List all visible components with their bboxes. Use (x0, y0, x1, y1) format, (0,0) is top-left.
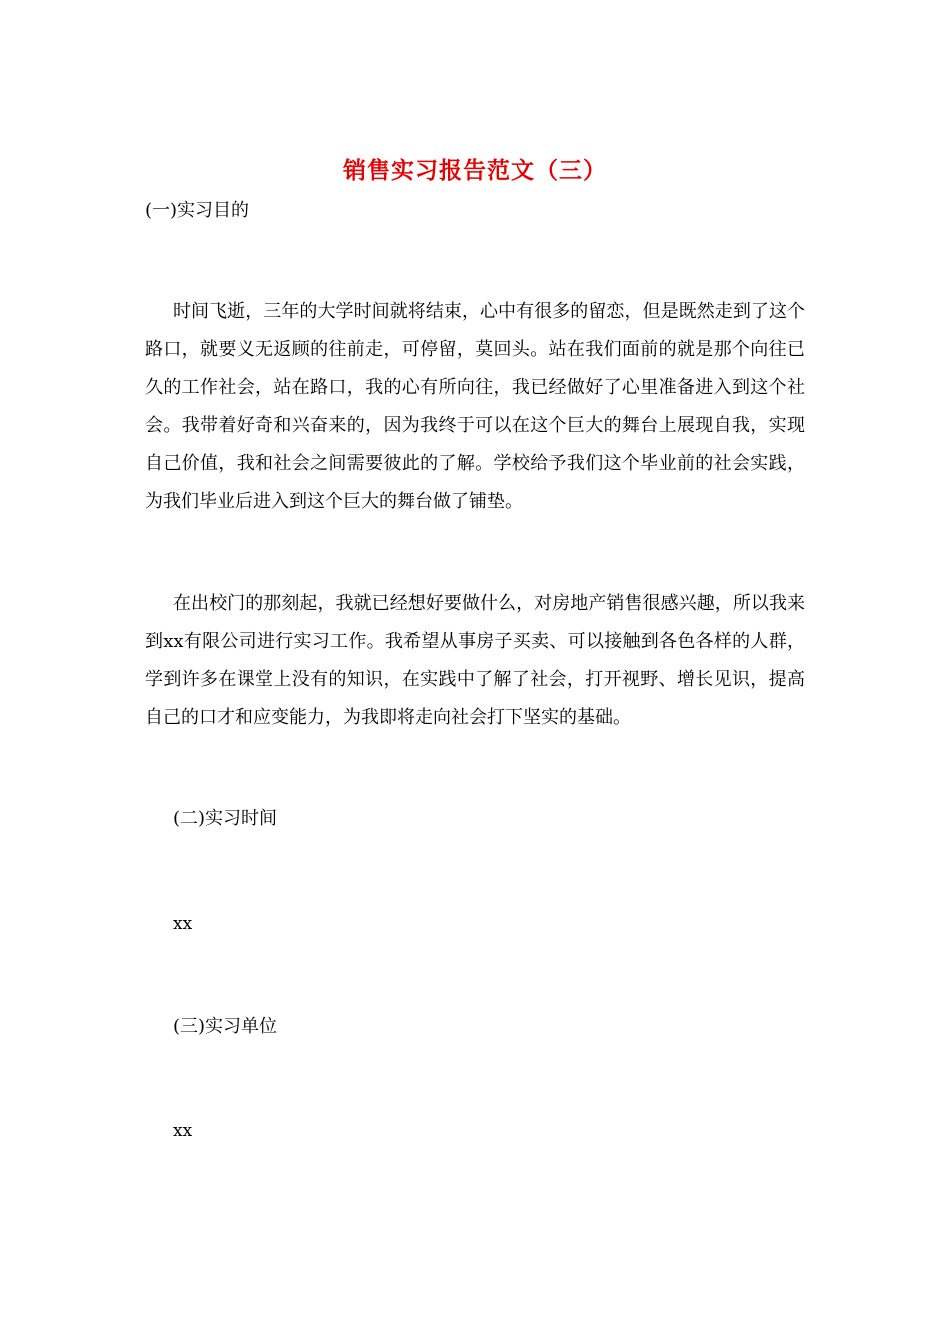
section-heading-purpose: (一)实习目的 (145, 200, 250, 221)
section-heading-time: (二)实习时间 (173, 808, 278, 829)
paragraph-purpose: 时间飞逝，三年的大学时间就将结束，心中有很多的留恋，但是既然走到了这个路口，就要义无返顾的往前走，可停留，莫回头。站在我们面前的就是那个向往已久的工作社会，站在路口，我的心有所向往，我已经做好了心里准备进入到这个社会。我带着好奇和兴奋来的，因为我终于可以在这个巨大的舞台上展现自我，实现自己价值，我和社会之间需要彼此的了解。学校给予我们这个毕业前的社会实践，为我们毕业后进入到这个巨大的舞台做了铺垫。 (145, 301, 805, 512)
document-title: 销售实习报告范文（三） (343, 157, 607, 184)
section-value-time: xx (173, 914, 193, 934)
paragraph-motivation: 在出校门的那刻起，我就已经想好要做什么，对房地产销售很感兴趣，所以我来到xx有限公司进行实习工作。我希望从事房子买卖、可以接触到各色各样的人群，学到许多在课堂上没有的知识，在实践中了解了社会，打开视野、增长见识，提高自己的口才和应变能力，为我即将走向社会打下坚实的基础。 (145, 593, 805, 728)
section-heading-unit: (三)实习单位 (173, 1016, 278, 1037)
section-value-unit: xx (173, 1121, 193, 1141)
